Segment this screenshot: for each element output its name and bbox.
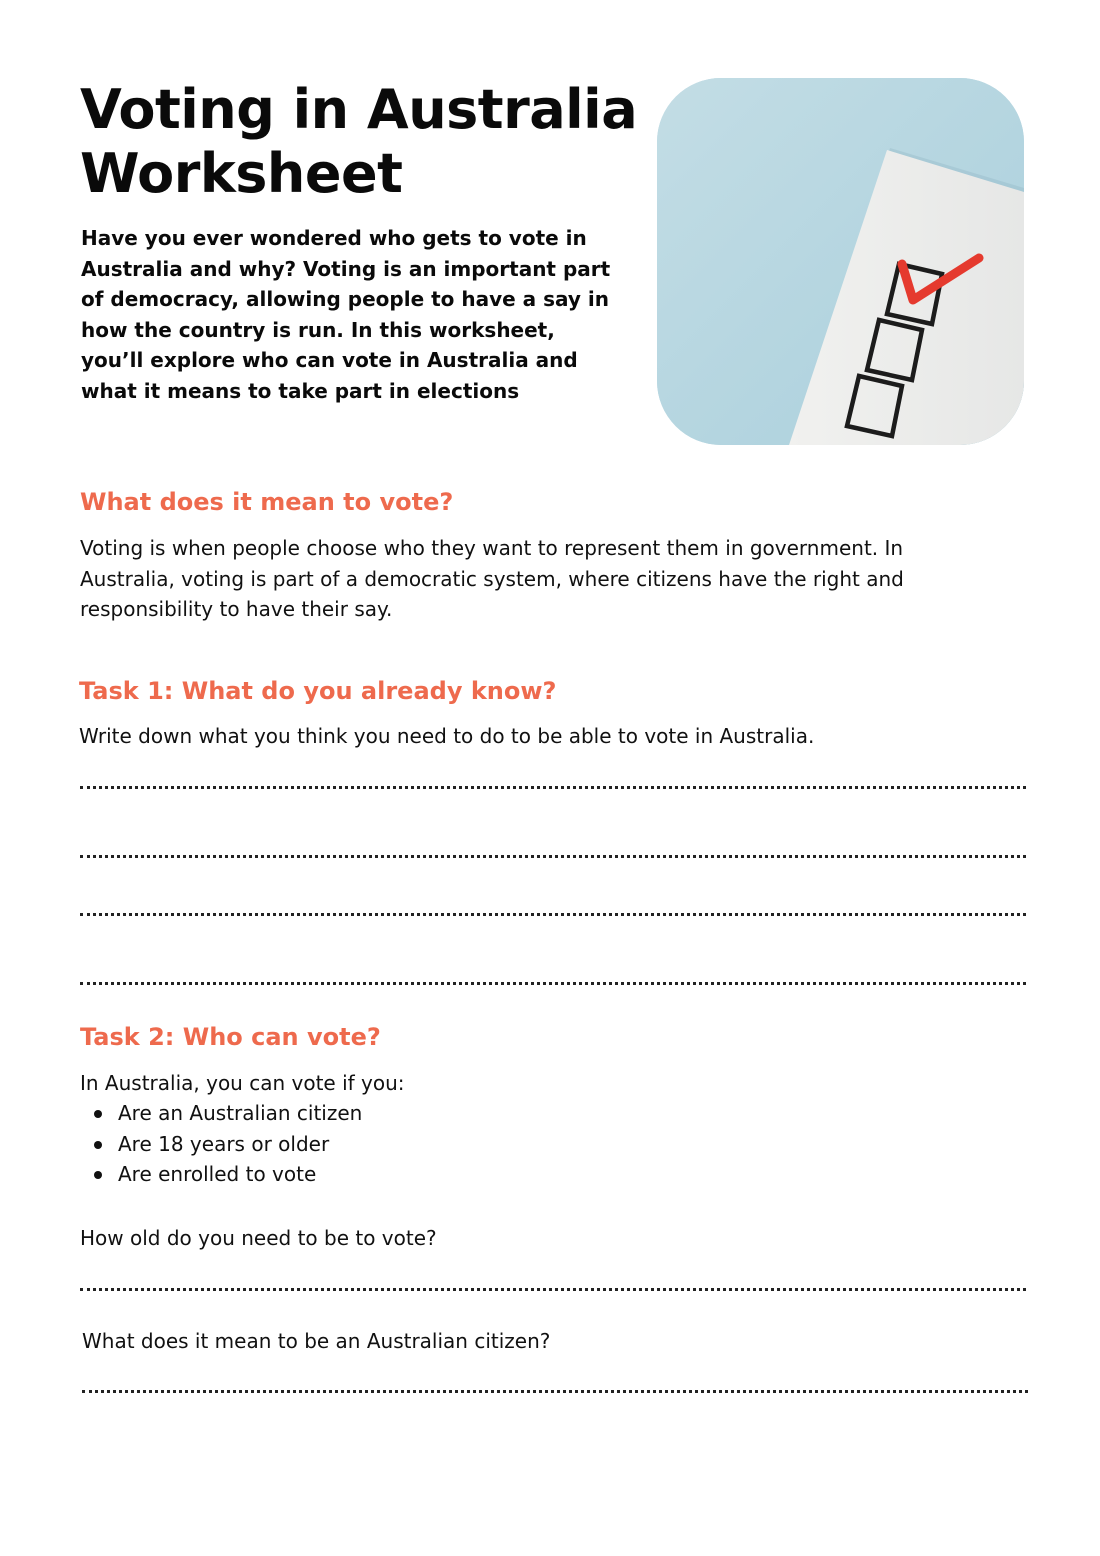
title-line-2: Worksheet bbox=[80, 142, 403, 205]
answer-line-citizen[interactable] bbox=[82, 1390, 1028, 1393]
answer-line-2[interactable] bbox=[80, 855, 1026, 858]
list-item: Are enrolled to vote bbox=[80, 1159, 362, 1190]
title-line-1: Voting in Australia bbox=[80, 78, 638, 141]
answer-line-1[interactable] bbox=[80, 786, 1026, 789]
list-item: Are an Australian citizen bbox=[80, 1098, 362, 1129]
list-item: Are 18 years or older bbox=[80, 1129, 362, 1160]
page-title bbox=[80, 78, 640, 206]
answer-line-4[interactable] bbox=[80, 982, 1026, 985]
section-body-meaning: Voting is when people choose who they want to represent them in government. In Australia, voting is part of a democratic system, where citizens have the right and responsibility to have their say. bbox=[80, 536, 904, 621]
question-age: How old do you need to be to vote? bbox=[80, 1226, 437, 1250]
answer-line-age[interactable] bbox=[80, 1288, 1026, 1291]
task1-heading: Task 1: What do you already know? bbox=[79, 677, 557, 705]
question-citizen: What does it mean to be an Australian citizen? bbox=[82, 1329, 551, 1353]
answer-line-3[interactable] bbox=[80, 913, 1026, 916]
ballot-illustration bbox=[657, 78, 1024, 445]
task1-prompt: Write down what you think you need to do to be able to vote in Australia. bbox=[79, 724, 815, 748]
eligibility-list bbox=[80, 1098, 362, 1190]
ballot-paper-with-checkboxes-image bbox=[657, 78, 1024, 445]
section-heading-meaning: What does it mean to vote? bbox=[80, 488, 454, 516]
task2-lead: In Australia, you can vote if you: bbox=[80, 1071, 405, 1095]
task2-heading: Task 2: Who can vote? bbox=[80, 1023, 381, 1051]
intro-paragraph: Have you ever wondered who gets to vote in Australia and why? Voting is an important part of democracy, allowing people to have a say in how the country is run. In this worksheet, you’ll explore who can vote in Australia and what it means to take part in elections bbox=[81, 226, 611, 403]
